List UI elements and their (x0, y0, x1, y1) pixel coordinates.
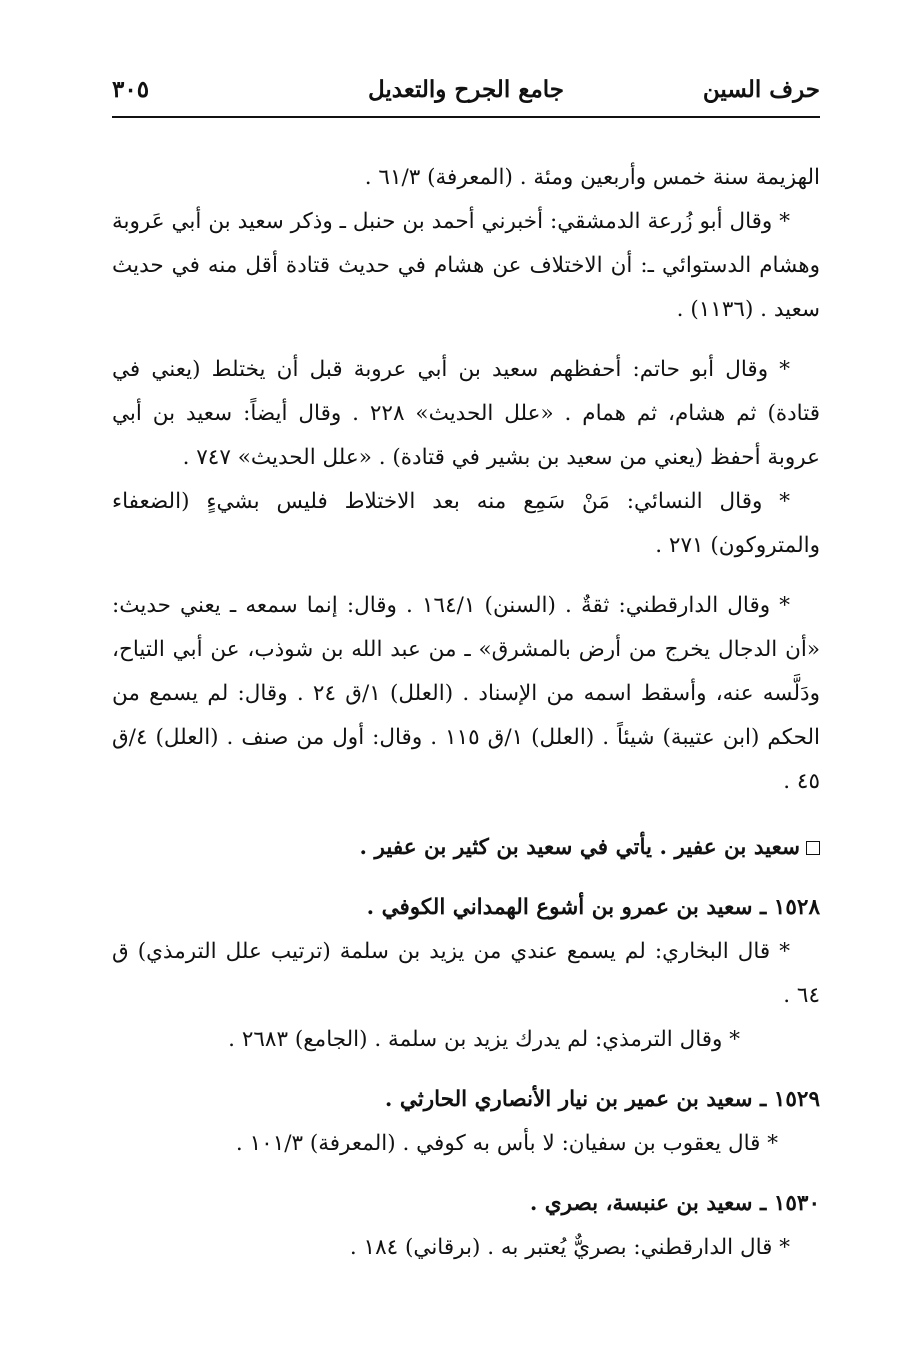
section-title: حرف السين (702, 76, 820, 103)
entry-heading-1530: ١٥٣٠ ـ سعيد بن عنبسة، بصري . (529, 1191, 820, 1216)
running-header (112, 62, 820, 116)
paragraph-abu-zura: * وقال أبو زُرعة الدمشقي: أخبرني أحمد بن حنبل ـ وذكر سعيد بن أبي عَروبة وهشام الدستوائي ـ: أن الاختلاف عن هشام في حديث قتادة أقل منه في حديث سعيد . (١١٣٦) . (112, 209, 820, 322)
paragraph-yaqub: * قال يعقوب بن سفيان: لا بأس به كوفي . (المعرفة) ١٠١/٣ . (235, 1131, 778, 1156)
paragraph-continuation: الهزيمة سنة خمس وأربعين ومئة . (المعرفة) ٦١/٣ . (364, 165, 820, 190)
paragraph-abu-hatim: * وقال أبو حاتم: أحفظهم سعيد بن أبي عروبة قبل أن يختلط (يعني في قتادة) ثم هشام، ثم همام . «علل الحديث» ٢٢٨ . وقال أيضاً: سعيد بن أبي عروبة أحفظ (يعني من سعيد بن بشير في قتادة) . «علل الحديث» ٧٤٧ . (112, 357, 820, 470)
cross-reference (112, 826, 820, 870)
page-body (112, 156, 820, 1270)
paragraph-nasai: * وقال النسائي: مَنْ سَمِع منه بعد الاختلاط فليس بشيءٍ (الضعفاء والمتروكون) ٢٧١ . (112, 489, 820, 558)
entry-heading-1528: ١٥٢٨ ـ سعيد بن عمرو بن أشوع الهمداني الكوفي . (366, 895, 820, 920)
book-title: جامع الجرح والتعديل (367, 76, 565, 103)
paragraph-tirmidhi: * وقال الترمذي: لم يدرك يزيد بن سلمة . (الجامع) ٢٦٨٣ . (228, 1027, 740, 1052)
page-number: ٣٠٥ (112, 76, 150, 103)
entry-heading-1529: ١٥٢٩ ـ سعيد بن عمير بن نيار الأنصاري الحارثي . (384, 1087, 820, 1112)
paragraph-daraqutni: * وقال الدارقطني: ثقةٌ . (السنن) ١٦٤/١ . وقال: إنما سمعه ـ يعني حديث: «أن الدجال يخرج من أرض بالمشرق» ـ من عبد الله بن شوذب، عن أبي التياح، ودَلَّسه عنه، وأسقط اسمه من الإسناد . (العلل) ١/ق ٢٤ . وقال: لم يسمع من الحكم (ابن عتيبة) شيئاً . (العلل) ١/ق ١١٥ . وقال: أول من صنف . (العلل) ٤/ق ٤٥ . (112, 593, 820, 794)
paragraph-bukhari: * قال البخاري: لم يسمع عندي من يزيد بن سلمة (ترتيب علل الترمذي) ق ٦٤ . (112, 939, 820, 1008)
header-rule (112, 116, 820, 118)
paragraph-daraqutni-2: * قال الدارقطني: بصريٌّ يُعتبر به . (برقاني) ١٨٤ . (349, 1235, 790, 1260)
cross-reference-text: سعيد بن عفير . يأتي في سعيد بن كثير بن عفير . (359, 835, 800, 860)
square-marker-icon (806, 841, 820, 855)
